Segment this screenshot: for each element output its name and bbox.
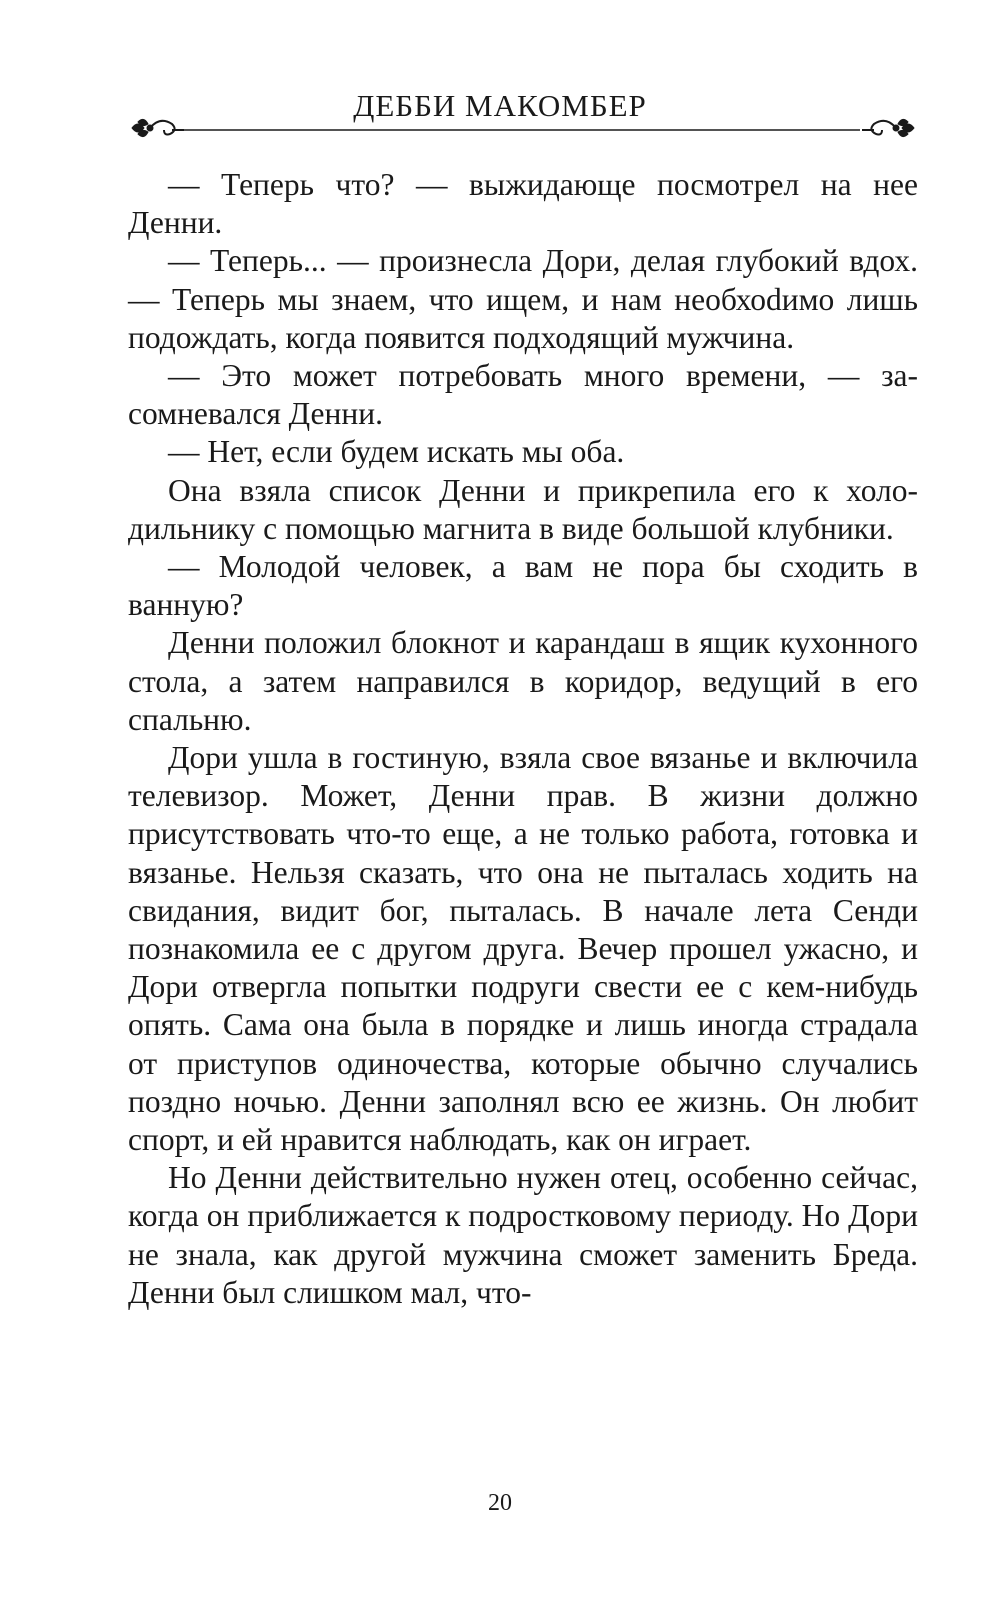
paragraph: Дори ушла в гостиную, взяла свое вязанье и включила телевизор. Может, Денни прав. В жизни должно присутствовать что-то еще, а не только работа, готовка и вязанье. Нельзя сказать, что она не пыталась ходить на свидания, видит бог, пыталась. В начале лета Сенди познакомила ее с другом друга. Вечер прошел ужасно, и Дори отвергла попытки подруги свести ее с кем-нибудь опять. Сама она была в порядке и лишь иногда страдала от приступов одиночества, которые обычно случались поздно ночью. Денни заполнял всю ее жизнь. Он любит спорт, и ей нравится наблюдать, как он играет. bbox=[128, 740, 918, 1158]
paragraph: — Теперь что? — выжидающе посмотрел на нее Денни. bbox=[128, 167, 918, 241]
header-rule bbox=[128, 114, 918, 154]
page-number: 20 bbox=[488, 1490, 512, 1516]
running-head-author: ДЕББИ МАКОМБЕР bbox=[353, 88, 647, 123]
paragraph: Но Денни действительно нужен отец, особенно сейчас, когда он приближается к подростковому периоду. Но Дори не знала, как другой мужчина сможет заменить Бреда. Денни был слишком мал, что- bbox=[128, 1160, 918, 1310]
paragraph: — Молодой человек, а вам не пора бы сходить в ванную? bbox=[128, 549, 918, 623]
paragraph: — Это может потребовать много времени, — засомневался Денни. bbox=[128, 358, 918, 432]
floral-vignette-icon bbox=[862, 119, 914, 136]
paragraph: — Нет, если будем искать мы оба. bbox=[168, 434, 625, 470]
paragraph: — Теперь... — произнесла Дори, делая глубокий вдох. — Теперь мы знаем, что ищем, и нам необхоdимо лишь подождать, когда появится подходящий мужчина. bbox=[128, 243, 918, 355]
floral-vignette-icon bbox=[132, 119, 184, 136]
paragraph: Денни положил блокнот и карандаш в ящик кухонного стола, а затем направился в коридор, ведущий в его спальню. bbox=[128, 625, 918, 737]
paragraph: Она взяла список Денни и прикрепила его к холодильнику с помощью магнита в виде большой клубники. bbox=[128, 472, 918, 546]
body-text bbox=[128, 166, 918, 1312]
